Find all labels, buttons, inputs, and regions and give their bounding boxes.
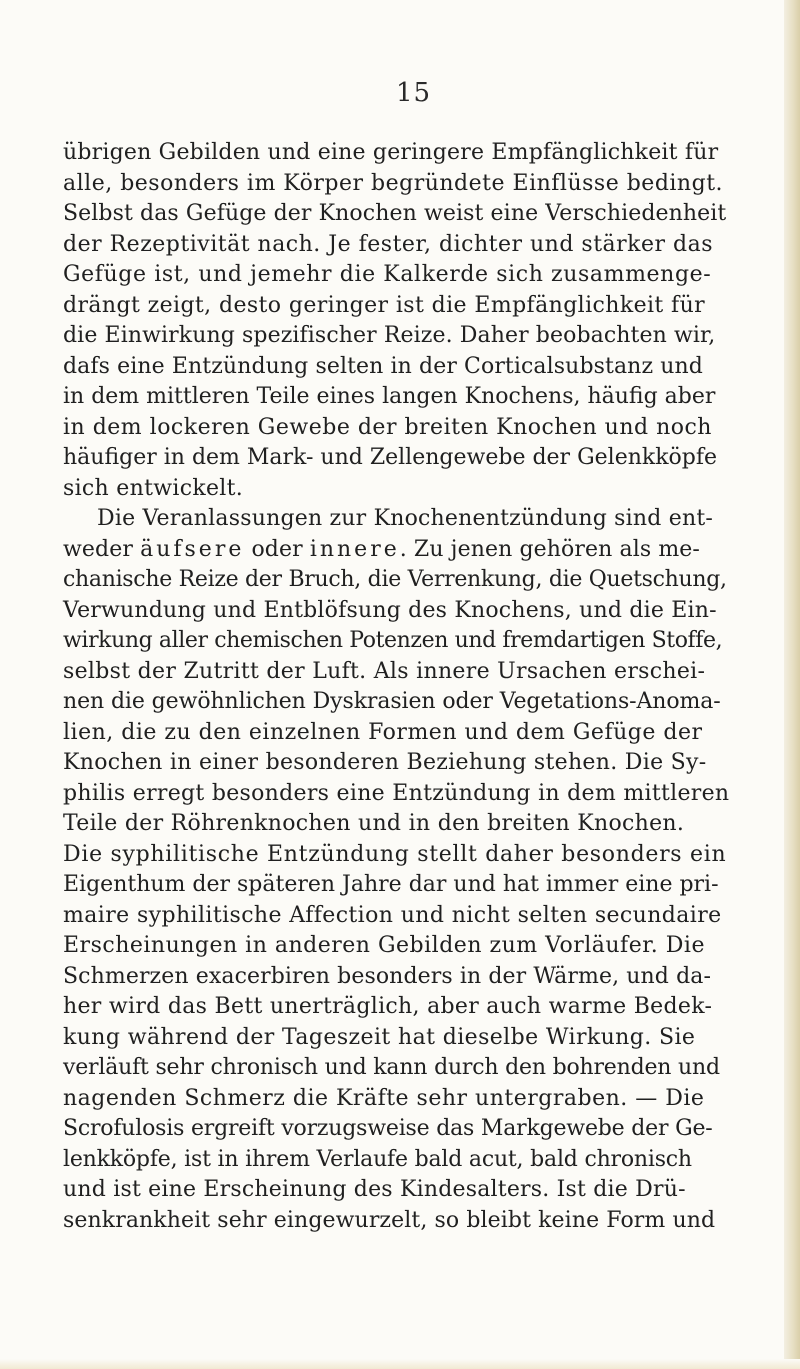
text-line: Gefüge ist, und jemehr die Kalkerde sich zusammenge- xyxy=(63,262,712,287)
text-run: oder xyxy=(244,536,310,562)
text-line: sich entwickelt. xyxy=(63,475,244,501)
text-line: Knochen in einer besonderen Beziehung stehen. Die Sy- xyxy=(63,750,707,775)
text-line: Scrofulosis ergreift vorzugsweise das Markgewebe der Ge- xyxy=(63,1116,713,1141)
text-line: in dem mittleren Teile eines langen Knochens, häufig aber xyxy=(63,384,716,409)
text-line: wirkung aller chemischen Potenzen und fremdartigen Stoffe, xyxy=(63,628,723,653)
text-line: und ist eine Erscheinung des Kindesalters. Ist die Drü- xyxy=(63,1177,686,1202)
text-line: Verwundung und Entblöfsung des Knochens, und die Ein- xyxy=(63,597,717,623)
text-line: dafs eine Entzündung selten in der Corticalsubstanz und xyxy=(63,353,703,379)
emphasized-term: innere xyxy=(309,536,400,562)
text-line: die Einwirkung spezifischer Reize. Daher beobachten wir, xyxy=(63,323,716,348)
text-run: . Zu jenen gehören als me- xyxy=(399,536,700,562)
text-line: in dem lockeren Gewebe der breiten Knochen und noch xyxy=(63,414,712,440)
text-line: Selbst das Gefüge der Knochen weist eine Verschiedenheit xyxy=(63,201,727,226)
text-line: her wird das Bett unerträglich, aber auch warme Bedek- xyxy=(63,994,713,1019)
text-line xyxy=(63,535,768,566)
text-line: nen die gewöhnlichen Dyskrasien oder Vegetations-Anoma- xyxy=(63,689,721,714)
text-line: drängt zeigt, desto geringer ist die Empfänglichkeit für xyxy=(63,292,706,318)
text-line: übrigen Gebilden und eine geringere Empfänglichkeit für xyxy=(63,140,719,165)
page-number: 15 xyxy=(396,78,432,108)
text-line: chanische Reize der Bruch, die Verrenkung, die Quetschung, xyxy=(63,567,727,592)
text-line: Eigenthum der späteren Jahre dar und hat immer eine pri- xyxy=(63,872,719,897)
text-line: lien, die zu den einzelnen Formen und dem Gefüge der xyxy=(63,719,703,745)
text-line: Schmerzen exacerbiren besonders in der Wärme, und da- xyxy=(63,963,712,989)
text-line: maire syphilitische Affection und nicht selten secundaire xyxy=(63,902,722,928)
text-line: der Rezeptivität nach. Je fester, dichter und stärker das xyxy=(63,231,714,257)
text-line: kung während der Tageszeit hat dieselbe Wirkung. Sie xyxy=(63,1024,696,1050)
text-line: selbst der Zutritt der Luft. Als innere Ursachen erschei- xyxy=(63,658,706,684)
text-line: Teile der Röhrenknochen und in den breiten Knochen. xyxy=(63,811,685,836)
page-edge-right xyxy=(784,0,800,1369)
text-line: nagenden Schmerz die Kräfte sehr untergraben. — Die xyxy=(63,1085,705,1111)
text-line: verläuft sehr chronisch und kann durch den bohrenden und xyxy=(63,1055,720,1080)
text-line: Die syphilitische Entzündung stellt daher besonders ein xyxy=(63,841,727,867)
text-line: Erscheinungen in anderen Gebilden zum Vorläufer. Die xyxy=(63,933,705,958)
text-line: philis erregt besonders eine Entzündung in dem mittleren xyxy=(63,780,730,806)
page-edge-bottom xyxy=(0,1359,800,1369)
text-line: lenkköpfe, ist in ihrem Verlaufe bald acut, bald chronisch xyxy=(63,1146,692,1172)
text-line: senkrankheit sehr eingewurzelt, so bleibt keine Form und xyxy=(63,1207,716,1233)
text-line: alle, besonders im Körper begründete Einflüsse bedingt. xyxy=(63,170,724,196)
text-run: weder xyxy=(63,536,141,562)
text-line: häufiger in dem Mark- und Zellengewebe der Gelenkköpfe xyxy=(63,445,718,470)
emphasized-term: äufsere xyxy=(140,536,245,562)
text-line: Die Veranlassungen zur Knochenentzündung sind ent- xyxy=(97,506,713,531)
body-text xyxy=(63,138,768,1236)
